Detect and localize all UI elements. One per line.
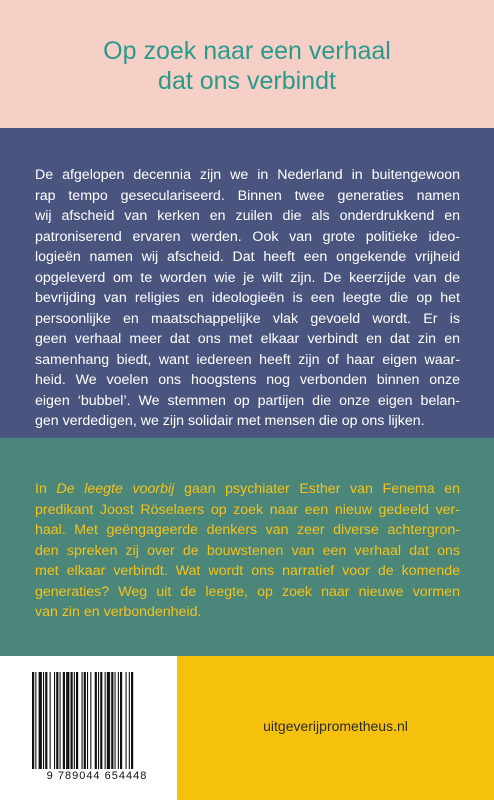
intro-line: wij afscheid van kerken en zuilen die als onderdrukkend en	[35, 208, 460, 224]
title-band	[0, 0, 494, 128]
summary-line: met elkaar verbindt. Wat wordt ons narratief voor de komende	[35, 563, 460, 579]
intro-line: rap tempo geseculariseerd. Binnen twee generaties namen	[35, 187, 460, 204]
summary-line: predikant Joost Röselaers op zoek naar een nieuw gedeeld ver-	[35, 501, 460, 518]
intro-line: gen verdedigen, we zijn solidair met mensen die op ons lijken.	[35, 413, 425, 429]
intro-line: opgeleverd om te worden wie je wilt zijn. De keerzijde van de	[35, 269, 460, 286]
summary-line: van zin en verbondenheid.	[35, 604, 202, 620]
intro-line: eigen ‘bubbel’. We stemmen op partijen die onze eigen belan-	[35, 392, 460, 409]
intro-paragraph	[35, 165, 460, 432]
isbn-number: 9 789044 654448	[46, 770, 148, 782]
summary-prefix: In	[35, 481, 57, 497]
publisher-panel	[177, 656, 494, 800]
intro-line: patroniserend ervaren werden. Ook van grote politieke ideo-	[35, 228, 460, 245]
summary-band	[0, 438, 494, 656]
cover-tagline	[0, 0, 494, 96]
publisher-url[interactable]: uitgeverijprometheus.nl	[263, 718, 408, 734]
summary-line: haal. Met geëngageerde denkers van zeer diverse achtergron-	[35, 522, 460, 538]
barcode-panel	[0, 656, 177, 800]
summary-line1-rest: gaan psychiater Esther van Fenema en	[174, 481, 460, 497]
intro-line: De afgelopen decennia zijn we in Nederland in buitengewoon	[35, 167, 460, 183]
intro-line: samenhang biedt, want iedereen heeft zijn of haar eigen waar-	[35, 351, 460, 368]
intro-line: geen verhaal meer dat ons met elkaar verbindt en dat zin en	[35, 331, 460, 347]
summary-line: generaties? Weg uit de leegte, op zoek naar nieuwe vormen	[35, 583, 460, 600]
intro-line: heid. We voelen ons hoogstens nog verbonden binnen onze	[35, 372, 460, 388]
barcode-icon	[30, 672, 170, 769]
intro-line: logieën namen wij afscheid. Dat heeft een ongekende vrijheid	[35, 249, 460, 265]
tagline-line-2: dat ons verbindt	[158, 67, 336, 95]
intro-line: persoonlijke en maatschappelijke vlak gevoeld wordt. Er is	[35, 310, 460, 327]
tagline-line-1: Op zoek naar een verhaal	[103, 37, 391, 65]
intro-band	[0, 128, 494, 438]
summary-line	[35, 479, 460, 500]
book-title: De leegte voorbij	[56, 481, 175, 497]
intro-line: bevrijding van religies en ideologieën is een leegte die op het	[35, 290, 460, 306]
summary-line: den spreken zij over de bouwstenen van een verhaal dat ons	[35, 542, 460, 559]
summary-paragraph	[35, 479, 460, 623]
